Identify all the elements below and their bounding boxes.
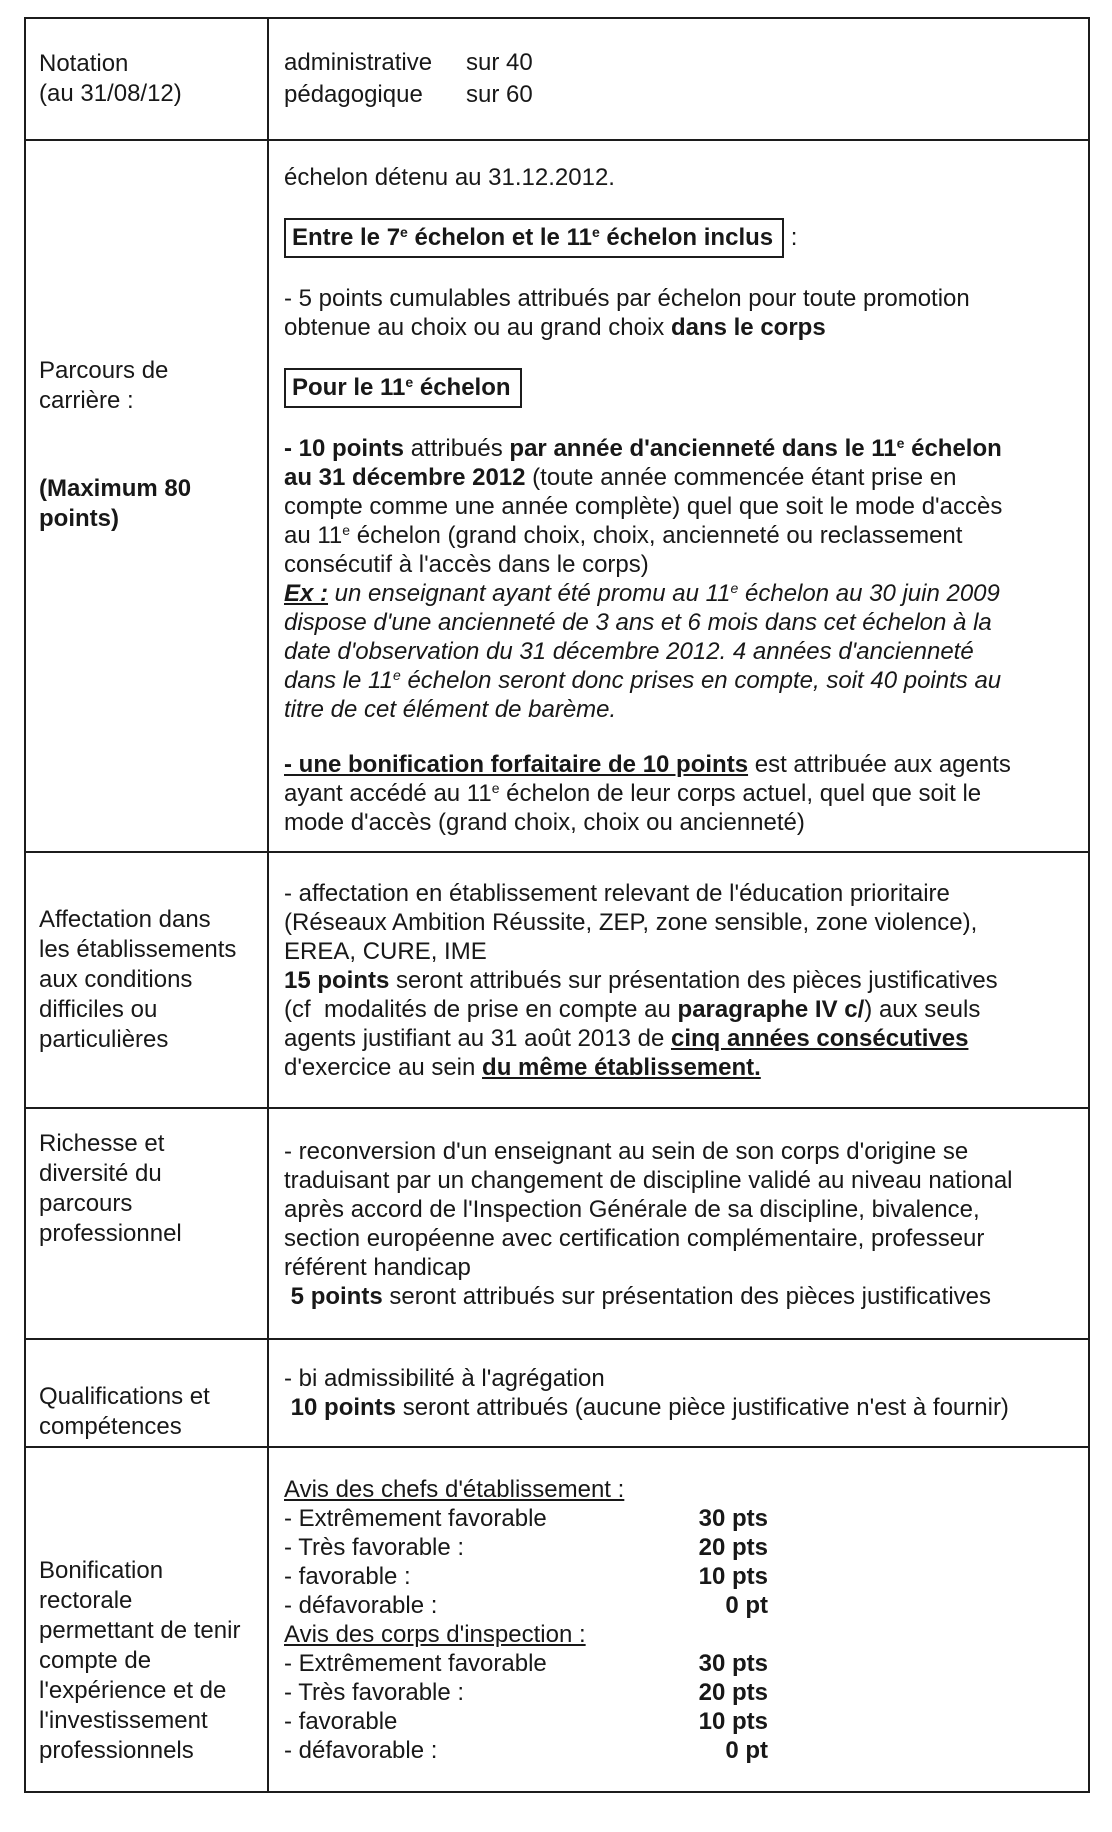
text-run: du même établissement. [482, 1053, 761, 1081]
points-line [284, 1562, 1068, 1591]
paragraph [284, 879, 1068, 1082]
text-run: 10 points [290, 1394, 397, 1421]
points-value: 0 pt [725, 1591, 768, 1619]
text-run: seront attribués sur présentation des pièces justificatives [389, 966, 998, 994]
text-run: - défavorable : [284, 1591, 438, 1619]
text-run: après accord de l'Inspection Générale de sa discipline, bivalence, [284, 1195, 980, 1223]
points-line [284, 1504, 1068, 1533]
score-name: pédagogique [284, 81, 423, 108]
points-label [284, 1504, 676, 1533]
row-label-cell [26, 1448, 269, 1791]
row-label-cell [26, 141, 269, 851]
text-run: attribués [404, 435, 510, 462]
points-value: 30 pts [698, 1504, 768, 1532]
points-label [284, 1736, 676, 1765]
text-run: cinq années consécutives [670, 1024, 969, 1052]
text-run: - reconversion d'un enseignant au sein de son corps d'origine se [284, 1137, 969, 1165]
text-run: - Extrêmement favorable [284, 1649, 547, 1677]
score-lines [284, 47, 1068, 111]
superscript-ordinal: e [896, 435, 905, 451]
row-label-line: permettant de tenir [39, 1617, 241, 1644]
row-label-cell [26, 19, 269, 139]
text-run: - défavorable : [284, 1736, 438, 1764]
row-content-cell [269, 1340, 1088, 1446]
paragraph [284, 434, 1068, 579]
text-run: - favorable [284, 1707, 398, 1735]
text-run: Ex : [284, 580, 329, 607]
points-label [284, 1678, 676, 1707]
boxed-heading [284, 368, 522, 408]
row-label-line: rectorale [39, 1587, 133, 1614]
text-run: paragraphe IV c/ [677, 995, 865, 1023]
text-run: compte comme une année complète) quel que soit le mode d'accès [284, 493, 1003, 520]
text-run: - favorable : [284, 1562, 411, 1590]
text-run: - 5 points cumulables attribués par échelon pour toute promotion [284, 285, 970, 312]
boxed-heading-line [284, 368, 1068, 408]
text-run: échelon au 30 juin 2009 [738, 580, 1000, 607]
text-run: (Réseaux Ambition Réussite, ZEP, zone sensible, zone violence), [284, 908, 978, 936]
row-label-line: (au 31/08/12) [39, 80, 182, 107]
row-label-cell [26, 1109, 269, 1338]
boxed-heading-line [284, 218, 1068, 258]
points-value: 20 pts [698, 1678, 768, 1706]
points-value: 10 pts [698, 1707, 768, 1735]
text-run [284, 1283, 291, 1310]
row-label-line: compétences [39, 1413, 182, 1440]
score-name: administrative [284, 49, 433, 76]
text-run: Avis des chefs d'établissement : [284, 1475, 625, 1503]
text-run: échelon [904, 435, 1002, 462]
points-line [284, 1591, 1068, 1620]
text-run: - Extrêmement favorable [284, 1504, 547, 1532]
row-label-line: professionnel [39, 1220, 182, 1247]
row-label-line: compte de [39, 1647, 152, 1674]
row-label-line: Richesse et [39, 1130, 165, 1157]
points-line [284, 1736, 1068, 1765]
text-run: consécutif à l'accès dans le corps) [284, 551, 649, 578]
superscript-ordinal: e [730, 580, 739, 596]
text-run: au 11 [284, 522, 343, 549]
row-label-line: Notation [39, 50, 129, 77]
row-label-line: parcours [39, 1190, 133, 1217]
paragraph [284, 579, 1068, 724]
row-label-line: l'investissement [39, 1707, 208, 1734]
text-run: dans le corps [670, 314, 826, 341]
text-run: par année d'ancienneté dans le 11 [509, 435, 897, 462]
points-label [284, 1562, 676, 1591]
points-value: 20 pts [698, 1533, 768, 1561]
superscript-ordinal: e [400, 224, 408, 240]
text-run: référent handicap [284, 1253, 471, 1281]
row-label-line: l'expérience et de [39, 1677, 227, 1704]
text-run [284, 1394, 291, 1421]
paragraph [284, 1137, 1068, 1311]
row-label-line: Parcours de [39, 357, 169, 384]
text-run: Pour le 11 [292, 374, 406, 401]
text-run: un enseignant ayant été promu au 11 [328, 580, 731, 607]
text-run: d'exercice au sein [284, 1053, 483, 1081]
document-table [24, 17, 1090, 1793]
points-line [284, 1533, 1068, 1562]
points-label [284, 1707, 676, 1736]
points-label [284, 1533, 676, 1562]
paragraph [284, 163, 1068, 192]
text-run: 10 points [298, 435, 405, 462]
text-run: dans le 11 [284, 667, 393, 694]
text-run: seront attribués sur présentation des pièces justificatives [382, 1282, 991, 1310]
points-line [284, 1707, 1068, 1736]
text-run: obtenue au choix ou au grand choix [284, 314, 671, 341]
text-run: - Très favorable : [284, 1533, 465, 1561]
text-run: traduisant par un changement de discipline validé au niveau national [284, 1166, 1013, 1194]
text-run: 5 points [290, 1282, 383, 1310]
text-run: échelon [413, 374, 511, 401]
text-run: échelon de leur corps actuel, quel que soit le [499, 780, 982, 807]
text-run: - [284, 435, 299, 462]
table-row-richesse-diversite-parcours [26, 1109, 1088, 1340]
row-content-cell [269, 1448, 1088, 1791]
row-label-line: points) [39, 505, 119, 532]
superscript-ordinal: e [392, 667, 401, 683]
boxed-heading-tail: : [784, 224, 798, 251]
table-row-qualifications-competences [26, 1340, 1088, 1448]
score-value: sur 60 [466, 81, 533, 108]
paragraph [284, 1475, 1068, 1504]
text-run: ayant accédé au 11 [284, 780, 492, 807]
points-line [284, 1649, 1068, 1678]
paragraph [284, 1620, 1068, 1649]
text-run: - bi admissibilité à l'agrégation [284, 1365, 605, 1392]
row-content-cell [269, 1109, 1088, 1338]
row-label-line: difficiles ou [39, 996, 158, 1023]
text-run: EREA, CURE, IME [284, 937, 487, 965]
text-run: ) aux seuls [864, 995, 981, 1023]
row-label-line: Affectation dans [39, 906, 211, 933]
row-label-line: Qualifications et [39, 1383, 210, 1410]
points-line [284, 1678, 1068, 1707]
row-label-line: particulières [39, 1026, 169, 1053]
table-row-affectation-etablissements [26, 853, 1088, 1109]
row-content-cell [269, 19, 1088, 139]
row-label-cell [26, 853, 269, 1107]
row-label-line: carrière : [39, 387, 134, 414]
superscript-ordinal: e [491, 780, 500, 796]
text-run: section européenne avec certification complémentaire, professeur [284, 1224, 985, 1252]
points-label [284, 1649, 676, 1678]
points-label [284, 1591, 676, 1620]
text-run: (toute année commencée étant prise en [532, 464, 957, 491]
text-run: échelon inclus [599, 224, 774, 251]
row-content-cell [269, 853, 1088, 1107]
points-value: 10 pts [698, 1562, 768, 1590]
score-line [284, 47, 1068, 79]
row-label-line: les établissements [39, 936, 237, 963]
text-run: - Très favorable : [284, 1678, 465, 1706]
text-run: Entre le 7 [292, 224, 401, 251]
row-label-cell [26, 1340, 269, 1446]
superscript-ordinal: e [342, 522, 351, 538]
paragraph [284, 1364, 1068, 1422]
text-run: 15 points [284, 966, 390, 994]
text-run: mode d'accès (grand choix, choix ou ancienneté) [284, 809, 805, 836]
score-line [284, 79, 1068, 111]
text-run: titre de cet élément de barème. [284, 696, 617, 723]
text-run: - une bonification forfaitaire de 10 points [284, 751, 749, 778]
text-run: échelon détenu au 31.12.2012. [284, 164, 615, 191]
superscript-ordinal: e [405, 374, 414, 390]
score-value: sur 40 [466, 49, 533, 76]
text-run: échelon (grand choix, choix, ancienneté ou reclassement [350, 522, 963, 549]
text-run: agents justifiant au 31 août 2013 de [284, 1024, 671, 1052]
text-run: échelon seront donc prises en compte, soit 40 points au [400, 667, 1002, 694]
text-run: Avis des corps d'inspection : [284, 1620, 586, 1648]
table-row-notation [26, 19, 1088, 141]
text-run: échelon et le 11 [407, 224, 592, 251]
superscript-ordinal: e [591, 224, 600, 240]
table-row-bonification-rectorale [26, 1448, 1088, 1791]
row-label-line: professionnels [39, 1737, 194, 1764]
text-run: au 31 décembre 2012 [284, 464, 533, 491]
points-value: 30 pts [698, 1649, 768, 1677]
row-label-line: Bonification [39, 1557, 164, 1584]
text-run: - affectation en établissement relevant de l'éducation prioritaire [284, 879, 950, 907]
text-run: seront attribués (aucune pièce justificative n'est à fournir) [396, 1394, 1009, 1421]
boxed-heading [284, 218, 784, 258]
text-run: est attribuée aux agents [748, 751, 1011, 778]
points-value: 0 pt [725, 1736, 768, 1764]
row-label-line: aux conditions [39, 966, 193, 993]
text-run: date d'observation du 31 décembre 2012. 4 années d'ancienneté [284, 638, 974, 665]
table-row-parcours-de-carriere [26, 141, 1088, 853]
text-run: dispose d'une ancienneté de 3 ans et 6 mois dans cet échelon à la [284, 609, 992, 636]
row-label-line: (Maximum 80 [39, 475, 192, 502]
paragraph [284, 750, 1068, 837]
text-run: (cf modalités de prise en compte au [284, 995, 678, 1023]
paragraph [284, 284, 1068, 342]
row-content-cell [269, 141, 1088, 851]
row-label-line: diversité du [39, 1160, 162, 1187]
